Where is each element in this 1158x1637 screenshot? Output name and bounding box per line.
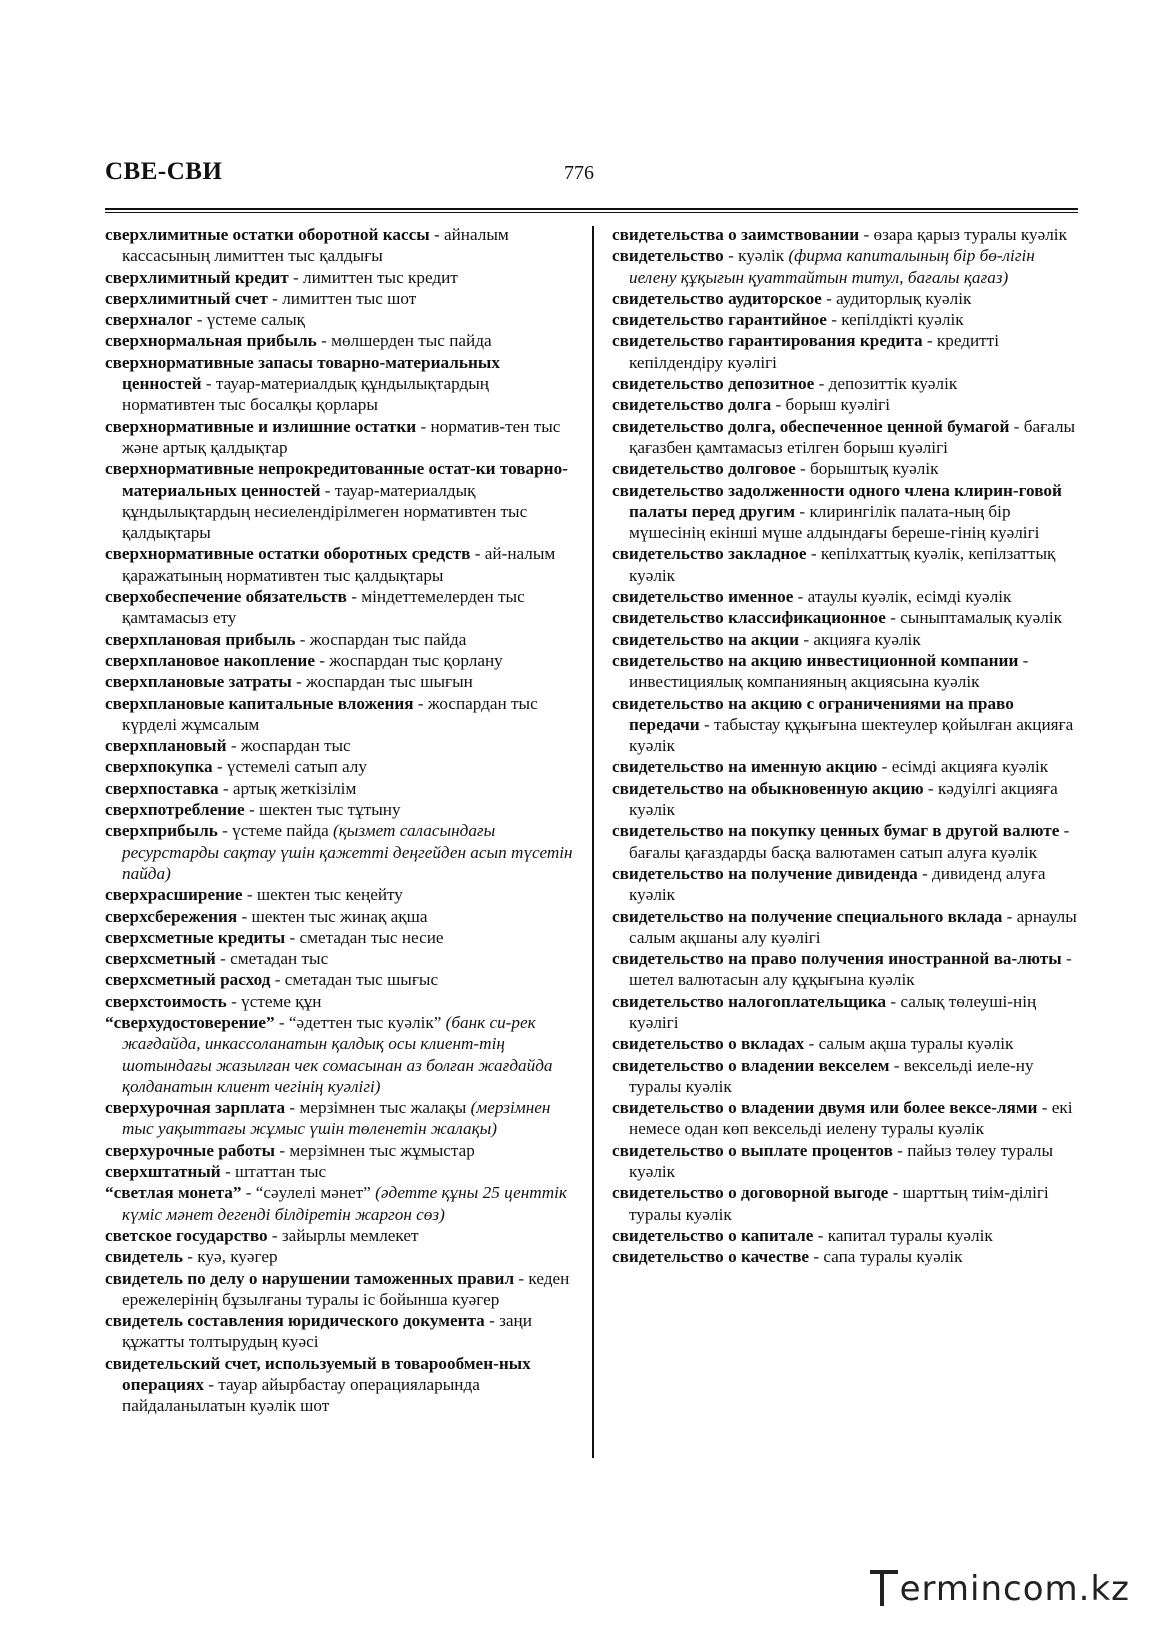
dictionary-entry [612, 1140, 1080, 1183]
dictionary-entry [612, 1055, 1080, 1098]
entry-term: свидетельство закладное [612, 544, 807, 564]
entry-term: сверхнормальная прибыль [105, 331, 317, 351]
entry-definition: - бағалы қағазбен қамтамасыз етілген борыш куәлігі [629, 416, 1076, 457]
entry-term: свидетельство о договорной выгоде [612, 1183, 889, 1203]
entry-term: свидетель составления юридического документа [105, 1311, 485, 1331]
entry-definition: - артық жеткізілім [218, 778, 357, 798]
entry-term: сверхплановые затраты [105, 672, 292, 692]
entry-definition: - куә, куәгер [182, 1247, 278, 1267]
dictionary-entry [105, 352, 573, 416]
dictionary-entry [105, 820, 573, 884]
entry-definition: - табыстау құқығына шектеулер қойылған акцияға куәлік [629, 714, 1074, 756]
entry-term: свидетельство на обыкновенную акцию [612, 778, 924, 798]
entry-definition: - тауар-материалдық құндылықтардың нормативтен тыс босалқы қорлары [122, 374, 489, 415]
dictionary-entry [105, 906, 573, 927]
dictionary-entry [612, 607, 1080, 628]
dictionary-entry [612, 458, 1080, 479]
entry-term: свидетельство именное [612, 587, 794, 607]
entry-term: сверхпокупка [105, 757, 213, 777]
entry-definition: - вексельді иеле-ну туралы куәлік [629, 1055, 1034, 1096]
entry-definition: - сметадан тыс [215, 949, 329, 969]
entry-definition: - шарттың тиім-ділігі туралы куәлік [629, 1183, 1049, 1224]
dictionary-entry [105, 1182, 573, 1225]
entry-term: сверхлимитный счет [105, 288, 268, 308]
dictionary-entry [612, 906, 1080, 949]
entry-definition: - борыш куәлігі [771, 395, 891, 415]
page-number: 776 [564, 162, 594, 184]
entry-definition: - тауар-материалдық құндылықтардың несиелендірілмеген нормативтен тыс қалдықтары [122, 480, 528, 543]
dictionary-entry [105, 1161, 573, 1182]
entry-note: (фирма капиталының бір бө-лігін иелену құқығын қуаттайтын титул, бағалы қағаз) [629, 246, 1035, 287]
entry-term: сверхсметные кредиты [105, 927, 286, 947]
dictionary-entry [105, 1225, 573, 1246]
dictionary-entry [612, 820, 1080, 863]
dictionary-entry [612, 693, 1080, 757]
dictionary-entry [105, 991, 573, 1012]
dictionary-entry [612, 991, 1080, 1034]
entry-term: свидетельство на именную акцию [612, 757, 878, 777]
entry-definition: - инвестициялық компанияның акциясына куәлік [629, 650, 1029, 692]
dictionary-entry [105, 969, 573, 990]
entry-term: свидетельство на получение дивиденда [612, 863, 918, 883]
entry-definition: - штаттан тыс [220, 1162, 327, 1182]
entry-term: сверхналог [105, 310, 193, 330]
dictionary-entry [612, 948, 1080, 991]
entry-definition: - капитал туралы куәлік [813, 1225, 993, 1245]
entry-definition: - “әдеттен тыс куәлік” [274, 1012, 446, 1032]
dictionary-entry [105, 735, 573, 756]
entry-term: сверхурочные работы [105, 1140, 276, 1160]
dictionary-entry [105, 629, 573, 650]
entry-definition: - үстемелі сатып алу [212, 757, 367, 777]
dictionary-entry [612, 756, 1080, 777]
entry-definition: - ай-налым қаражатының нормативтен тыс қалдықтары [122, 544, 556, 585]
dictionary-entry [105, 650, 573, 671]
entry-term: свидетельство долга [612, 395, 772, 415]
entry-term: сверхнормативные запасы товарно-материальных ценностей [105, 352, 500, 394]
entry-term: сверхсметный [105, 949, 216, 969]
entry-term: свидетельство о капитале [612, 1225, 814, 1245]
entry-term: сверхлимитный кредит [105, 267, 289, 287]
dictionary-entry [105, 416, 573, 459]
entry-definition: - норматив-тен тыс және артық қалдықтар [122, 416, 561, 457]
dictionary-entry [105, 586, 573, 629]
entry-term: сверхрасширение [105, 885, 243, 905]
entry-term: свидетельство аудиторское [612, 288, 822, 308]
entry-definition: - лимиттен тыс шот [267, 288, 417, 308]
header-rule [105, 208, 1078, 210]
dictionary-entry [612, 1182, 1080, 1225]
left-column [105, 224, 573, 1417]
dictionary-entry [105, 1310, 573, 1353]
entry-term: сверхстоимость [105, 991, 227, 1011]
dictionary-entry [612, 330, 1080, 373]
entry-term: свидетель [105, 1247, 183, 1267]
entry-definition: - міндеттемелерден тыс қамтамасыз ету [122, 587, 525, 628]
entry-definition: - бағалы қағаздарды басқа валютамен сатып алуға куәлік [629, 821, 1070, 862]
entry-note: (мерзімнен тыс уақыттағы жұмыс үшін төленетін жалақы) [122, 1098, 551, 1139]
entry-definition: - дивиденд алуға куәлік [629, 863, 1046, 905]
entry-definition: - клирингілік палата-ның бір мүшесінің екінші мүше алдындағы береше-гінің куәлігі [629, 501, 1040, 543]
dictionary-entry [105, 1268, 573, 1311]
entry-term: сверхпотребление [105, 800, 245, 820]
entry-term: свидетельство о вкладах [612, 1034, 805, 1054]
dictionary-entry [612, 1097, 1080, 1140]
entry-term: свидетельский счет, используемый в товарообмен-ных операциях [105, 1353, 531, 1395]
entry-term: сверхурочная зарплата [105, 1098, 286, 1118]
dictionary-entry [612, 1225, 1080, 1246]
dictionary-entry [612, 309, 1080, 330]
entry-definition: - кеден ережелерінің бұзылғаны туралы іс бойынша куәгер [122, 1268, 570, 1309]
entry-note: (банк си-рек жағдайда, инкассоланатын қалдық осы клиент-тің шотындағы жазылған чек сомасынан аз болған жағдайда қолданатын клиент чегінің куәлігі) [122, 1012, 553, 1096]
entry-term: сверхпоставка [105, 778, 219, 798]
entry-term: сверхплановый [105, 736, 227, 756]
entry-term: свидетельство налогоплательщика [612, 991, 887, 1011]
dictionary-entry [105, 927, 573, 948]
entry-term: свидетельство на право получения иностранной ва-люты [612, 949, 1062, 969]
entry-definition: - жоспардан тыс [226, 736, 351, 756]
dictionary-entry [612, 863, 1080, 906]
header-rule-thin [105, 212, 1078, 213]
entry-definition: - шетел валютасын алу құқығына куәлік [629, 949, 1072, 990]
logo-t-icon [880, 1570, 898, 1606]
dictionary-entry [105, 756, 573, 777]
entry-definition: - жоспардан тыс қорлану [314, 650, 503, 670]
entry-note: (әдетте құны 25 центтік күміс мәнет дегенді білдіретін жаргон сөз) [122, 1183, 567, 1224]
entry-term: сверхсметный расход [105, 970, 271, 990]
dictionary-entry [612, 480, 1080, 544]
entry-term: сверхлимитные остатки оборотной кассы [105, 225, 430, 244]
entry-definition: - сметадан тыс несие [285, 927, 444, 947]
dictionary-entry [612, 245, 1080, 288]
entry-term: свидетельство классификационное [612, 608, 886, 628]
dictionary-entry [612, 1246, 1080, 1267]
dictionary-entry [105, 778, 573, 799]
entry-term: свидетельство долга, обеспеченное ценной бумагой [612, 416, 1010, 436]
dictionary-entry [105, 948, 573, 969]
entry-definition: - шектен тыс жинақ ақша [237, 906, 428, 926]
entry-term: свидетельство долговое [612, 459, 796, 479]
entry-note: (қызмет саласындағы ресурстарды сақтау үшін қажетті деңгейден асып түсетін пайда) [122, 821, 573, 883]
entry-term: сверхнормативные остатки оборотных средств [105, 544, 471, 564]
section-title: СВЕ-СВИ [105, 158, 223, 185]
entry-term: свидетельство о владении векселем [612, 1055, 890, 1075]
entry-definition: - үстеме пайда [217, 821, 333, 841]
entry-definition: - кәдуілгі акцияға куәлік [629, 778, 1058, 820]
entry-term: сверхплановые капитальные вложения [105, 693, 414, 713]
dictionary-entry [105, 799, 573, 820]
dictionary-entry [612, 629, 1080, 650]
entry-definition: - салық төлеуші-нің куәлігі [629, 991, 1037, 1032]
entry-definition: - сметадан тыс шығыс [270, 970, 439, 990]
entry-term: сверхплановое накопление [105, 650, 315, 670]
dictionary-entry [612, 394, 1080, 415]
entry-definition: - шектен тыс тұтыну [244, 800, 401, 820]
entry-definition: - үстеме салық [192, 310, 305, 330]
entry-term: сверхштатный [105, 1162, 221, 1182]
entry-definition: - екі немесе одан көп вексельді иелену туралы куәлік [629, 1098, 1073, 1139]
dictionary-entry [612, 543, 1080, 586]
entry-term: сверхплановая прибыль [105, 629, 296, 649]
entry-term: свидетельство о владении двумя или более вексе-лями [612, 1098, 1038, 1118]
entry-definition: - кепілдікті куәлік [826, 310, 964, 330]
entry-definition: - заңи құжатты толтырудың куәсі [122, 1311, 532, 1352]
entry-definition: - куәлік [723, 246, 789, 266]
entry-definition: - “сәулелі мәнет” [241, 1183, 376, 1203]
dictionary-entry [105, 1140, 573, 1161]
dictionary-entry [105, 671, 573, 692]
entry-definition: - арнаулы салым ақшаны алу куәлігі [629, 906, 1077, 947]
entry-term: сверхприбыль [105, 821, 218, 841]
right-column [612, 224, 1080, 1268]
entry-term: свидетельство на акции [612, 629, 800, 649]
entry-definition: - лимиттен тыс кредит [288, 267, 458, 287]
entry-definition: - есімді акцияға куәлік [877, 757, 1049, 777]
entry-definition: - пайыз төлеу туралы куәлік [629, 1140, 1054, 1182]
entry-definition: - мөлшерден тыс пайда [316, 331, 492, 351]
dictionary-entry [105, 288, 573, 309]
entry-term: свидетельство на акцию инвестиционной компании [612, 650, 1019, 670]
dictionary-entry [105, 1353, 573, 1417]
dictionary-entry [105, 693, 573, 736]
entry-definition: - өзара қарыз туралы куәлік [859, 225, 1067, 244]
entry-term: “светлая монета” [105, 1183, 242, 1203]
dictionary-entry [105, 267, 573, 288]
entry-term: сверхсбережения [105, 906, 238, 926]
termincom-logo[interactable] [880, 1569, 1130, 1609]
entry-term: свидетельство на покупку ценных бумаг в другой валюте [612, 821, 1060, 841]
entry-term: свидетельство о выплате процентов [612, 1140, 893, 1160]
dictionary-entry [105, 543, 573, 586]
entry-term: свидетельство гарантийное [612, 310, 827, 330]
logo-text: ermincom.kz [899, 1569, 1130, 1609]
dictionary-entry [612, 416, 1080, 459]
dictionary-entry [105, 309, 573, 330]
entry-term: свидетельство гарантирования кредита [612, 331, 923, 351]
entry-definition: - кредитті кепілдендіру куәлігі [629, 331, 999, 372]
entry-definition: - зайырлы мемлекет [267, 1225, 419, 1245]
entry-definition: - жоспардан тыс пайда [295, 629, 467, 649]
entry-definition: - борыштық куәлік [795, 459, 939, 479]
entry-definition: - сапа туралы куәлік [809, 1247, 963, 1267]
entry-definition: - кепілхаттық куәлік, кепілзаттық куәлік [629, 544, 1056, 585]
dictionary-entry [105, 884, 573, 905]
dictionary-entry [105, 1012, 573, 1097]
column-divider [592, 226, 594, 1458]
dictionary-entry [105, 1246, 573, 1267]
entry-definition: - мерзімнен тыс жұмыстар [275, 1140, 475, 1160]
entry-definition: - аудиторлық куәлік [821, 288, 972, 308]
entry-term: свидетельство депозитное [612, 374, 815, 394]
dictionary-entry [612, 224, 1080, 245]
dictionary-entry [612, 650, 1080, 693]
dictionary-entry [612, 288, 1080, 309]
entry-definition: - тауар айырбастау операцияларында пайдаланылатын куәлік шот [122, 1375, 480, 1416]
entry-definition: - жоспардан тыс күрделі жұмсалым [122, 693, 538, 734]
entry-term: свидетельства о заимствовании [612, 225, 860, 244]
entry-definition: - атаулы куәлік, есімді куәлік [793, 587, 1012, 607]
entry-definition: - депозиттік куәлік [814, 374, 958, 394]
dictionary-entry [105, 1097, 573, 1140]
entry-term: свидетельство задолженности одного члена клирин-говой палаты перед другим [612, 480, 1062, 521]
entry-definition: - акцияға куәлік [799, 629, 921, 649]
entry-term: свидетель по делу о нарушении таможенных правил [105, 1268, 515, 1288]
entry-term: сверхнормативные и излишние остатки [105, 416, 417, 436]
entry-definition: - мерзімнен тыс жалақы [285, 1098, 471, 1118]
dictionary-entry [105, 330, 573, 351]
entry-definition: - салым ақша туралы куәлік [804, 1034, 1014, 1054]
entry-term: свидетельство о качестве [612, 1247, 810, 1267]
entry-term: “сверхудостоверение” [105, 1012, 275, 1032]
dictionary-entry [105, 224, 573, 267]
dictionary-entry [612, 586, 1080, 607]
dictionary-entry [105, 458, 573, 543]
dictionary-entry [612, 778, 1080, 821]
dictionary-entry [612, 1033, 1080, 1054]
entry-definition: - шектен тыс кеңейту [242, 885, 403, 905]
entry-term: сверхнормативные непрокредитованные остат-ки товарно-материальных ценностей [105, 459, 568, 500]
entry-term: свидетельство [612, 246, 724, 266]
entry-term: сверхобеспечение обязательств [105, 587, 347, 607]
entry-term: светское государство [105, 1225, 268, 1245]
entry-definition: - үстеме құн [226, 991, 322, 1011]
entry-definition: - жоспардан тыс шығын [291, 672, 473, 692]
entry-definition: - сыныптамалық куәлік [885, 608, 1062, 628]
entry-term: свидетельство на акцию с ограничениями на право передачи [612, 693, 1014, 734]
entry-definition: - айналым кассасының лимиттен тыс қалдығы [122, 225, 509, 266]
entry-term: свидетельство на получение специального вклада [612, 906, 1003, 926]
dictionary-entry [612, 373, 1080, 394]
